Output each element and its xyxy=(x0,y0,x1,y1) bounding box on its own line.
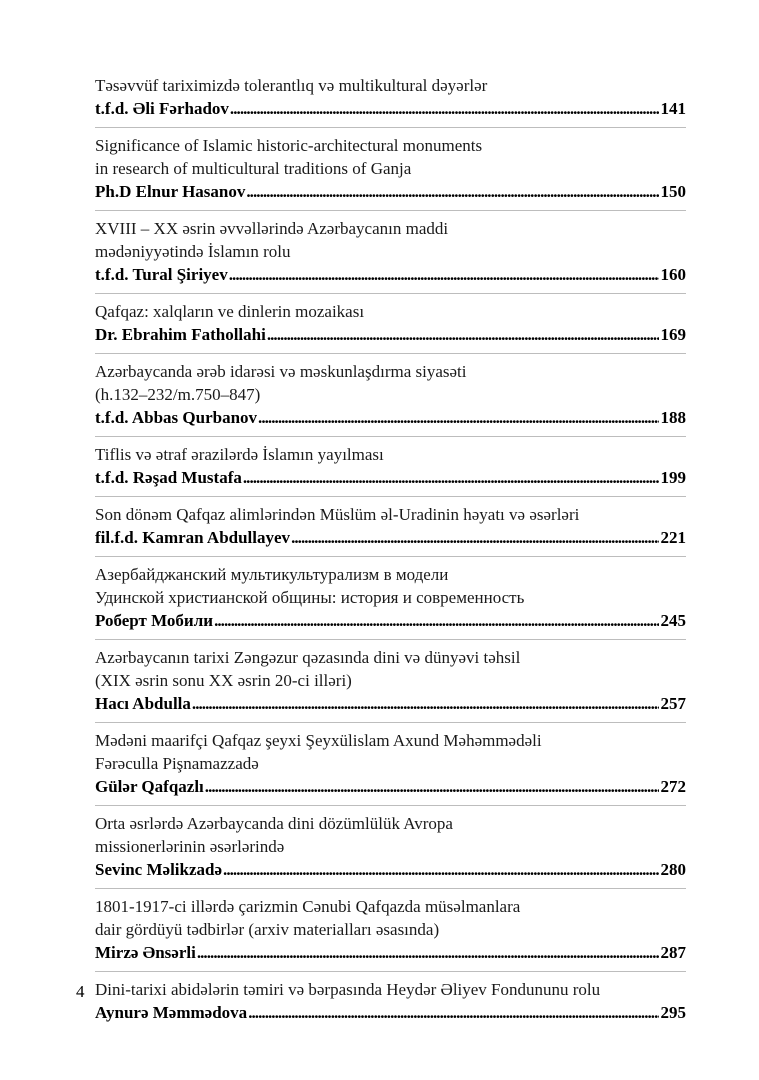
entry-author-row xyxy=(95,406,686,429)
entry-title-line: Qafqaz: xalqların ve dinlerin mozaikası xyxy=(95,302,365,321)
entry-page-number: 141 xyxy=(660,99,686,118)
entry-separator xyxy=(95,722,686,723)
dot-leader xyxy=(214,609,658,632)
toc-entry[interactable] xyxy=(95,563,686,632)
toc-entry[interactable] xyxy=(95,978,686,1024)
entry-title-line: Orta əsrlərdə Azərbaycanda dini dözümlülük Avropa xyxy=(95,814,453,833)
entry-author-row xyxy=(95,263,686,286)
table-of-contents xyxy=(95,74,686,1024)
entry-author: fil.f.d. Kamran Abdullayev xyxy=(95,528,291,547)
dot-leader xyxy=(291,526,658,549)
entry-author-row xyxy=(95,1001,686,1024)
toc-entry[interactable] xyxy=(95,895,686,964)
entry-separator xyxy=(95,971,686,972)
entry-separator xyxy=(95,888,686,889)
entry-author-row xyxy=(95,97,686,120)
dot-leader xyxy=(246,180,658,203)
entry-title-line: Son dönəm Qafqaz alimlərindən Müslüm əl-Uradinin həyatı və əsərləri xyxy=(95,505,580,524)
entry-title-line: (h.132–232/m.750–847) xyxy=(95,385,261,404)
entry-author: t.f.d. Tural Şiriyev xyxy=(95,265,228,284)
dot-leader xyxy=(230,97,659,120)
entry-author-row xyxy=(95,692,686,715)
entry-author-row xyxy=(95,858,686,881)
toc-entry[interactable] xyxy=(95,646,686,715)
entry-author-row xyxy=(95,526,686,549)
entry-author: t.f.d. Rəşad Mustafa xyxy=(95,468,242,487)
entry-page-number: 272 xyxy=(660,777,686,796)
entry-page-number: 188 xyxy=(660,408,686,427)
entry-author: Hacı Abdulla xyxy=(95,694,191,713)
entry-title-line: (XIX əsrin sonu XX əsrin 20-ci illəri) xyxy=(95,671,352,690)
toc-entry[interactable] xyxy=(95,729,686,798)
entry-page-number: 287 xyxy=(660,943,686,962)
toc-entry[interactable] xyxy=(95,812,686,881)
entry-title-line: Азербайджанский мультикультурализм в модели xyxy=(95,565,449,584)
entry-separator xyxy=(95,805,686,806)
dot-leader xyxy=(192,692,659,715)
entry-title-line: mədəniyyətində İslamın rolu xyxy=(95,242,291,261)
dot-leader xyxy=(248,1001,658,1024)
entry-author: Sevinc Məlikzadə xyxy=(95,860,223,879)
toc-entry[interactable] xyxy=(95,300,686,346)
dot-leader xyxy=(205,775,659,798)
entry-author-row xyxy=(95,775,686,798)
entry-author: t.f.d. Əli Fərhadov xyxy=(95,99,229,118)
dot-leader xyxy=(243,466,659,489)
entry-separator xyxy=(95,496,686,497)
dot-leader xyxy=(229,263,659,286)
entry-separator xyxy=(95,353,686,354)
toc-entry[interactable] xyxy=(95,443,686,489)
entry-author: Роберт Мобили xyxy=(95,611,214,630)
entry-separator xyxy=(95,210,686,211)
entry-title-line: dair gördüyü tədbirlər (arxiv materialları əsasında) xyxy=(95,920,440,939)
entry-title-line: Təsəvvüf tariximizdə tolerantlıq və multikultural dəyərlər xyxy=(95,76,488,95)
entry-title-line: Fərəculla Pişnamazzadə xyxy=(95,754,259,773)
entry-separator xyxy=(95,639,686,640)
entry-author: Dr. Ebrahim Fathollahi xyxy=(95,325,266,344)
entry-author: Ph.D Elnur Hasanov xyxy=(95,182,246,201)
entry-page-number: 245 xyxy=(660,611,686,630)
entry-page-number: 221 xyxy=(660,528,686,547)
entry-page-number: 257 xyxy=(660,694,686,713)
entry-author: Aynurə Məmmədova xyxy=(95,1003,248,1022)
entry-title-line: Azərbaycanın tarixi Zəngəzur qəzasında dini və dünyəvi təhsil xyxy=(95,648,521,667)
entry-author: t.f.d. Abbas Qurbanov xyxy=(95,408,258,427)
entry-page-number: 160 xyxy=(660,265,686,284)
entry-page-number: 295 xyxy=(660,1003,686,1022)
entry-title-line: missionerlərinin əsərlərində xyxy=(95,837,285,856)
dot-leader xyxy=(258,406,658,429)
toc-entry[interactable] xyxy=(95,134,686,203)
entry-author: Gülər Qafqazlı xyxy=(95,777,204,796)
entry-title-line: in research of multicultural traditions of Ganja xyxy=(95,159,412,178)
entry-page-number: 199 xyxy=(660,468,686,487)
dot-leader xyxy=(267,323,659,346)
entry-author-row xyxy=(95,941,686,964)
toc-entry[interactable] xyxy=(95,360,686,429)
entry-separator xyxy=(95,293,686,294)
entry-author-row xyxy=(95,180,686,203)
entry-separator xyxy=(95,127,686,128)
toc-entry[interactable] xyxy=(95,503,686,549)
page-number: 4 xyxy=(76,982,85,1001)
entry-title-line: 1801-1917-ci illərdə çarizmin Cənubi Qafqazda müsəlmanlara xyxy=(95,897,521,916)
dot-leader xyxy=(197,941,659,964)
entry-title-line: Azərbaycanda ərəb idarəsi və məskunlaşdırma siyasəti xyxy=(95,362,467,381)
entry-separator xyxy=(95,556,686,557)
entry-author-row xyxy=(95,466,686,489)
toc-entry[interactable] xyxy=(95,74,686,120)
entry-separator xyxy=(95,436,686,437)
entry-title-line: Tiflis və ətraf ərazilərdə İslamın yayılması xyxy=(95,445,384,464)
entry-author-row xyxy=(95,323,686,346)
toc-entry[interactable] xyxy=(95,217,686,286)
entry-title-line: Significance of Islamic historic-architectural monuments xyxy=(95,136,483,155)
entry-page-number: 150 xyxy=(660,182,686,201)
entry-page-number: 169 xyxy=(660,325,686,344)
entry-author: Mirzə Ənsərli xyxy=(95,943,196,962)
entry-page-number: 280 xyxy=(660,860,686,879)
entry-title-line: Mədəni maarifçi Qafqaz şeyxi Şeyxülislam Axund Məhəmmədəli xyxy=(95,731,542,750)
entry-author-row xyxy=(95,609,686,632)
entry-title-line: Dini-tarixi abidələrin təmiri və bərpasında Heydər Əliyev Fondununu rolu xyxy=(95,980,601,999)
dot-leader xyxy=(223,858,658,881)
entry-title-line: Удинской христианской общины: история и современность xyxy=(95,588,525,607)
entry-title-line: XVIII – XX əsrin əvvəllərində Azərbaycanın maddi xyxy=(95,219,449,238)
